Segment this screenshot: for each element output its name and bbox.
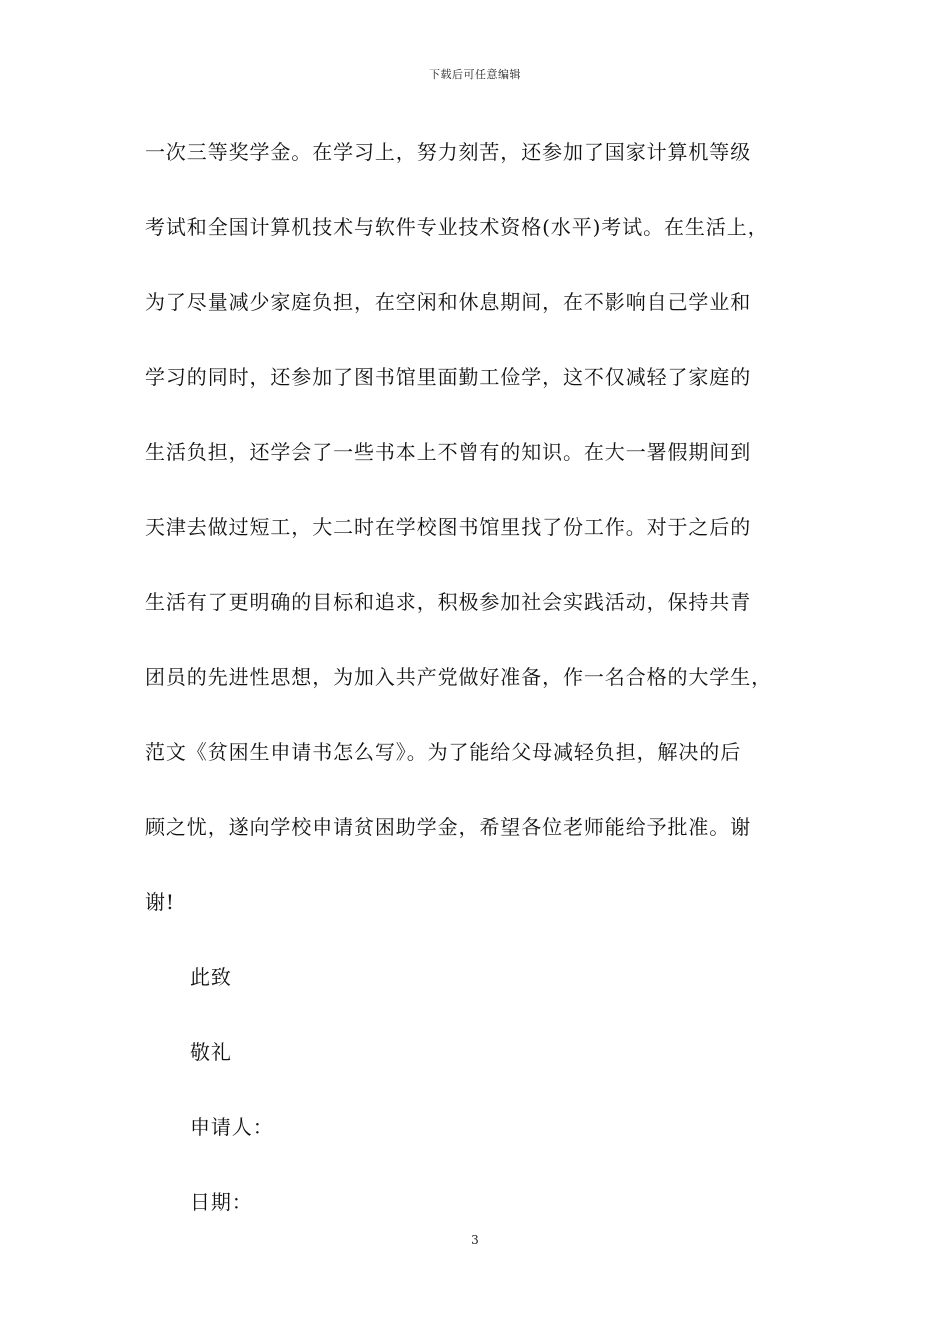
date-label: 日期： [190,1190,253,1214]
body-line: 谢! [145,890,175,914]
body-line: 生活负担，还学会了一些书本上不曾有的知识。在大一署假期间到 [145,440,752,464]
applicant-label: 申请人： [190,1115,274,1139]
closing-regards: 敬礼 [190,1040,232,1064]
body-line: 顾之忧，遂向学校申请贫困助学金，希望各位老师能给予批准。谢 [145,815,752,839]
header-note: 下载后可任意编辑 [429,68,521,81]
body-line: 范文《贫困生申请书怎么写》。为了能给父母减轻负担，解决的后 [145,740,742,764]
page-number: 3 [471,1233,479,1247]
body-line: 天津去做过短工，大二时在学校图书馆里找了份工作。对于之后的 [145,515,752,539]
body-line: 考试和全国计算机技术与软件专业技术资格(水平)考试。在生活上， [145,215,769,239]
body-line: 生活有了更明确的目标和追求，积极参加社会实践活动，保持共青 [145,590,752,614]
body-line: 学习的同时，还参加了图书馆里面勤工俭学，这不仅减轻了家庭的 [145,365,752,389]
body-line: 为了尽量减少家庭负担，在空闲和休息期间，在不影响自己学业和 [145,290,752,314]
document-body [145,132,807,1257]
body-line: 一次三等奖学金。在学习上，努力刻苦，还参加了国家计算机等级 [145,140,752,164]
body-line: 团员的先进性思想，为加入共产党做好准备，作一名合格的大学生， [145,665,772,689]
closing-salutation: 此致 [190,965,232,989]
